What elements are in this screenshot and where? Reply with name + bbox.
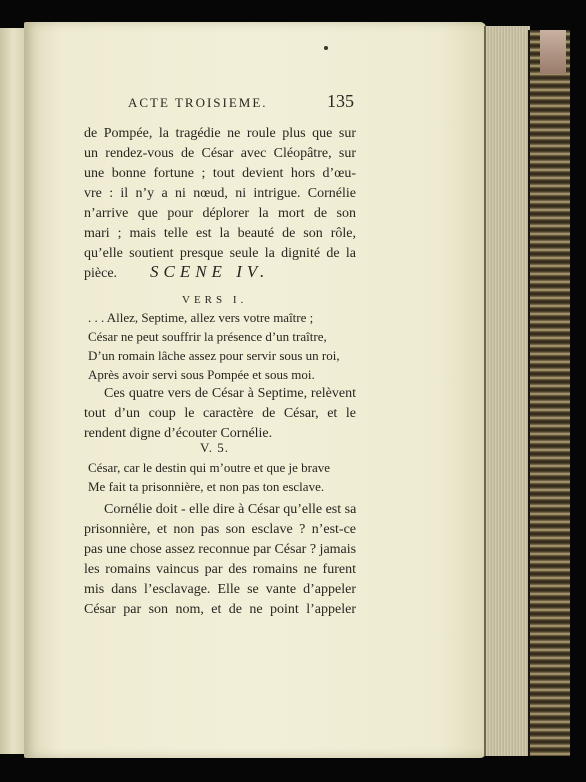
page-block-edge	[484, 26, 530, 756]
verse-block-2	[88, 458, 330, 496]
spine-cap	[540, 30, 566, 74]
text-line: tout d’un coup le caractère de César, et le	[84, 406, 356, 421]
running-title: ACTE TROISIEME.	[128, 95, 268, 110]
verse-line: César ne peut souffrir la présence d’un traître,	[88, 329, 327, 344]
verse-line: Après avoir servi sous Pompée et sous moi.	[88, 367, 315, 382]
verse-line: César, car le destin qui m’outre et que je brave	[88, 460, 331, 475]
paper-speck	[324, 46, 328, 50]
paragraph-3	[84, 500, 356, 620]
text-line: les romains vaincus par des romains ne furent	[84, 562, 356, 577]
text-line: rendent digne d’écouter Cornélie.	[84, 426, 273, 441]
scene-heading: SCENE IV.	[150, 262, 270, 281]
verse-label: V. 5.	[200, 440, 229, 455]
text-line: une bonne fortune ; tout devient hors d’œu-	[84, 166, 356, 181]
facing-page-edge	[0, 28, 25, 754]
text-line: pièce.	[84, 266, 118, 281]
text-line: vre : il n’y a ni nœud, ni intrigue. Cornélie	[84, 186, 356, 201]
running-header	[128, 91, 368, 111]
page-number: 135	[327, 91, 354, 111]
text-line: un rendez-vous de César avec Cléopâtre, sur	[84, 146, 356, 161]
text-line: qu’elle soutient presque seule la dignité de la	[84, 246, 356, 261]
paragraph-1	[84, 124, 356, 284]
book-spine	[528, 30, 570, 756]
paragraph-2	[84, 384, 356, 444]
verse-line: . . . Allez, Septime, allez vers votre maître ;	[88, 310, 314, 325]
text-line: mari ; mais telle est la beauté de son rôle,	[84, 226, 356, 241]
text-line: Cornélie doit - elle dire à César qu’elle est sa	[104, 502, 357, 517]
text-line: de Pompée, la tragédie ne roule plus que sur	[84, 126, 356, 141]
text-line: mis dans l’esclavage. Elle se vante d’appeler	[84, 582, 356, 597]
verse-label: VERS I.	[182, 294, 248, 306]
text-line: pas une chose assez reconnue par César ? jamais	[84, 542, 357, 557]
text-line: n’arrive que pour déplorer la mort de son	[84, 206, 356, 221]
verse-line: D’un romain lâche assez pour servir sous un roi,	[88, 348, 340, 363]
text-line: prisonnière, et non pas son esclave ? n’est-ce	[84, 522, 356, 537]
verse-block-1	[88, 308, 340, 384]
text-line: Ces quatre vers de César à Septime, relèvent	[104, 386, 356, 401]
verse-line: Me fait ta prisonnière, et non pas ton esclave.	[88, 479, 325, 494]
text-line: César par son nom, et de ne point l’appeler	[84, 602, 356, 617]
